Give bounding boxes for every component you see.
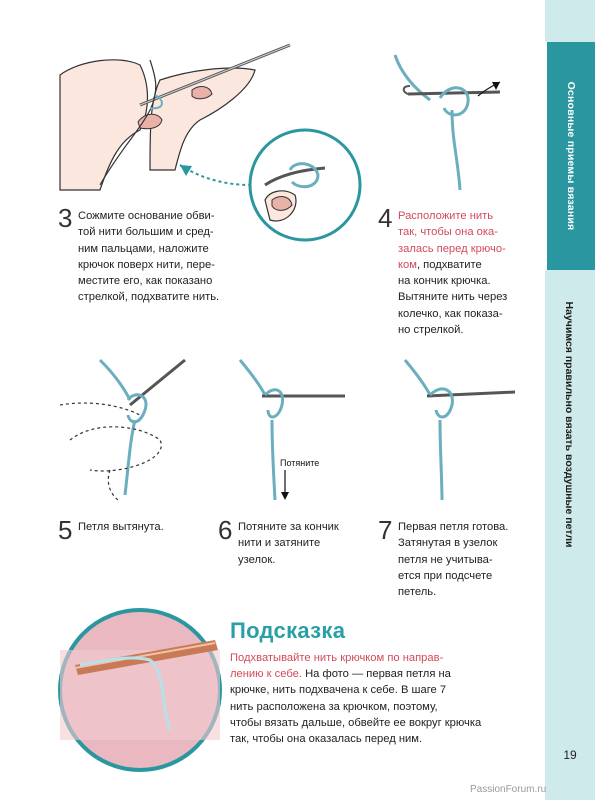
step4-illustration — [395, 55, 500, 190]
text-line-highlight: Подхватывайте нить крючком по направ- — [230, 652, 444, 664]
step5-illustration — [60, 360, 185, 500]
pull-label: Потяните — [280, 458, 320, 468]
text-line: ется при подсчете — [398, 569, 493, 582]
step6-text — [238, 519, 339, 568]
text-line — [230, 666, 500, 682]
text-line-highlight: залась перед крючо- — [398, 242, 506, 255]
text-line: Вытяните нить через — [398, 291, 508, 304]
step6-illustration — [240, 360, 345, 500]
step-number: 7 — [378, 515, 393, 545]
text-line: крючке, нить подхвачена к себе. В шаге 7 — [230, 684, 447, 697]
text-line: местите его, как показано — [78, 275, 213, 288]
chapter-tab — [545, 282, 595, 567]
step5-text — [78, 519, 164, 535]
text-line: той нити большим и сред- — [78, 226, 214, 239]
hint-title: Подсказка — [230, 618, 346, 643]
text-line — [398, 257, 507, 273]
step7-illustration — [405, 360, 515, 500]
text-line: нить расположена за крючком, поэтому, — [230, 700, 438, 713]
page-number: 19 — [563, 748, 577, 762]
text-line: Потяните за кончик — [238, 521, 339, 533]
step-number: 3 — [58, 203, 73, 233]
text-line: чтобы вязать дальше, обвейте ее вокруг крючка — [230, 716, 482, 729]
text-line: Первая петля готова. — [398, 521, 509, 533]
step-number: 6 — [218, 515, 233, 545]
section-tab — [545, 42, 595, 270]
text-line: стрелкой, подхватите нить. — [78, 291, 220, 304]
hint-text — [230, 650, 500, 747]
text-line-highlight: Расположите нить — [398, 210, 494, 222]
text-highlight: лению к себе. — [230, 668, 302, 681]
watermark: PassionForum.ru — [470, 784, 547, 795]
step-number: 4 — [378, 203, 393, 233]
section-title: Основные приемы вязания — [565, 81, 577, 231]
text-line: колечко, как показа- — [398, 307, 503, 320]
text-line: крючок поверх нити, пере- — [78, 258, 215, 271]
step-number: 5 — [58, 515, 73, 545]
text-line-highlight: так, чтобы она ока- — [398, 226, 498, 239]
text-line: ним пальцами, наложите — [78, 242, 209, 255]
text-line: узелок. — [238, 553, 276, 566]
step3-text — [78, 208, 219, 306]
text-line: так, чтобы она оказалась перед ним. — [230, 733, 423, 746]
text-line: петель. — [398, 586, 437, 599]
text-line: на кончик крючка. — [398, 275, 491, 288]
text-line: Петля вытянута. — [78, 521, 164, 533]
text-span: , подхватите — [416, 258, 482, 271]
text-line: нити и затяните — [238, 537, 321, 550]
step4-text — [398, 208, 507, 338]
text-line: Затянутая в узелок — [398, 537, 498, 550]
text-line: но стрелкой. — [398, 324, 464, 337]
text-line: Сожмите основание обви- — [78, 210, 215, 222]
hint-photo — [60, 610, 220, 770]
chapter-title: Научимся правильно вязать воздушные петли — [563, 301, 575, 548]
step7-text — [398, 519, 508, 600]
text-highlight: ком — [398, 258, 417, 271]
text-span: На фото — первая петля на — [301, 668, 451, 681]
text-line: петля не учитыва- — [398, 553, 493, 566]
